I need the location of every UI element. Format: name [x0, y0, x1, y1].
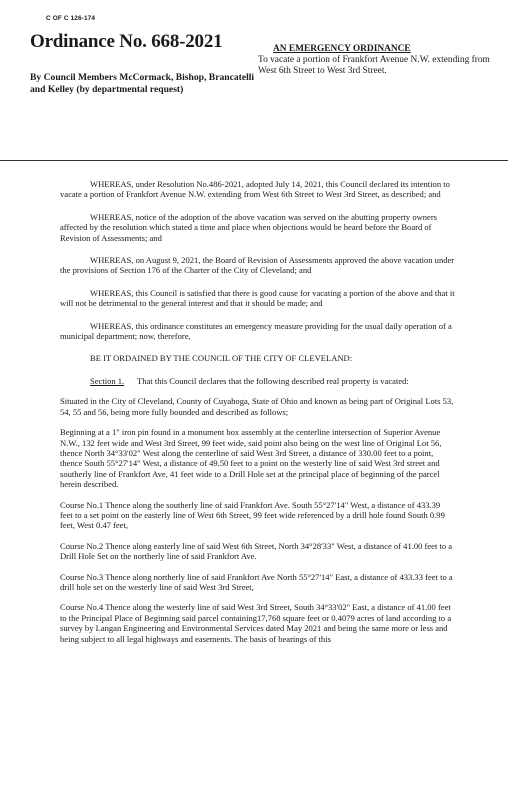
course-4: Course No.4 Thence along the westerly line of said West 3rd Street, South 34°33'02" East, a distance of 41.00 feet to the Principal Place of Beginning said parcel containing17,768 square feet or 0.4079 acres of land according to a survey by Langan Engineering and Environmental Services dated May 2021 and being the same more or less and being subject to all legal highways and easements. The basis of bearings of this: [60, 602, 452, 644]
whereas-1: WHEREAS, under Resolution No.486-2021, adopted July 14, 2021, this Council declared its intention to vacate a portion of Frankfort Avenue N.W. extending from West 6th Street to West 3rd Street, as described; and: [60, 179, 450, 200]
document-code: C OF C 126-174: [46, 15, 96, 22]
ordinance-description: To vacate a portion of Frankfort Avenue N.W. extending from West 6th Street to West 3rd Street.: [258, 55, 490, 76]
whereas-5: WHEREAS, this ordinance constitutes an emergency measure providing for the usual daily operation of a municipal department; now, therefore,: [60, 320, 452, 342]
section-label: Section 1.: [90, 375, 125, 386]
emergency-ordinance-label: AN EMERGENCY ORDINANCE: [273, 44, 411, 54]
header-divider: [0, 160, 508, 161]
whereas-2: WHEREAS, notice of the adoption of the above vacation was served on the abutting property owners affected by the resolution which stated a time and place when objections would be heard before the Board of Revision of Assessments; and: [60, 211, 438, 243]
whereas-3: WHEREAS, on August 9, 2021, the Board of Revision of Assessments approved the above vacation under the provisions of Section 176 of the Charter of the City of Cleveland; and: [60, 255, 455, 276]
course-2: Course No.2 Thence along easterly line of said West 6th Street, North 34°28'33" West, a distance of 41.00 feet to a Drill Hole Set on the northerly line of said Frankfort Ave.: [60, 540, 453, 562]
beginning-paragraph: Beginning at a 1" iron pin found in a monument box assembly at the centerline intersection of Superior Avenue N.W., 132 feet wide and West 3rd Street, 99 feet wide, said point also being on the west line of Original Lot 56, thence North 34°33'02" West along the centerline of said West 3rd Street, a distance of 330.00 feet to a point, thence South 55°27'14" West, a distance of 49.50 feet to a point on the westerly line of said West 3rd street and southerly line of Frankfort Ave, 41 feet wide to a Drill Hole set at the principal place of beginning of the parcel herein described.: [60, 427, 442, 490]
ordain-clause: BE IT ORDAINED BY THE COUNCIL OF THE CITY OF CLEVELAND:: [90, 353, 353, 364]
course-3: Course No.3 Thence along northerly line of said Frankfort Ave North 55°27'14" East, a distance of 433.33 feet to a drill hole set on the westerly line of said West 3rd Street,: [60, 571, 453, 592]
course-1: Course No.1 Thence along the southerly line of said Frankfort Ave. South 55°27'14" West, a distance of 433.39 feet to a set point on the easterly line of West 6th Street, 99 feet wide referenced by a drill hole found South 0.99 feet, West 0.47 feet,: [60, 499, 445, 531]
section-1: [60, 376, 455, 386]
situated-paragraph: Situated in the City of Cleveland, County of Cuyahoga, State of Ohio and known as being part of Original Lots 53, 54, 55 and 56, being more fully bounded and described as follows;: [60, 396, 454, 417]
ordinance-title: Ordinance No. 668-2021: [30, 31, 223, 52]
ordinance-body: [60, 179, 455, 644]
whereas-4: WHEREAS, this Council is satisfied that there is good cause for vacating a portion of the above and that it will not be detrimental to the general interest and that it should be made; and: [60, 287, 455, 309]
sponsors: By Council Members McCormack, Bishop, Brancatelli and Kelley (by departmental request): [30, 72, 255, 95]
section-text: That this Council declares that the following described real property is vacated:: [137, 375, 409, 386]
